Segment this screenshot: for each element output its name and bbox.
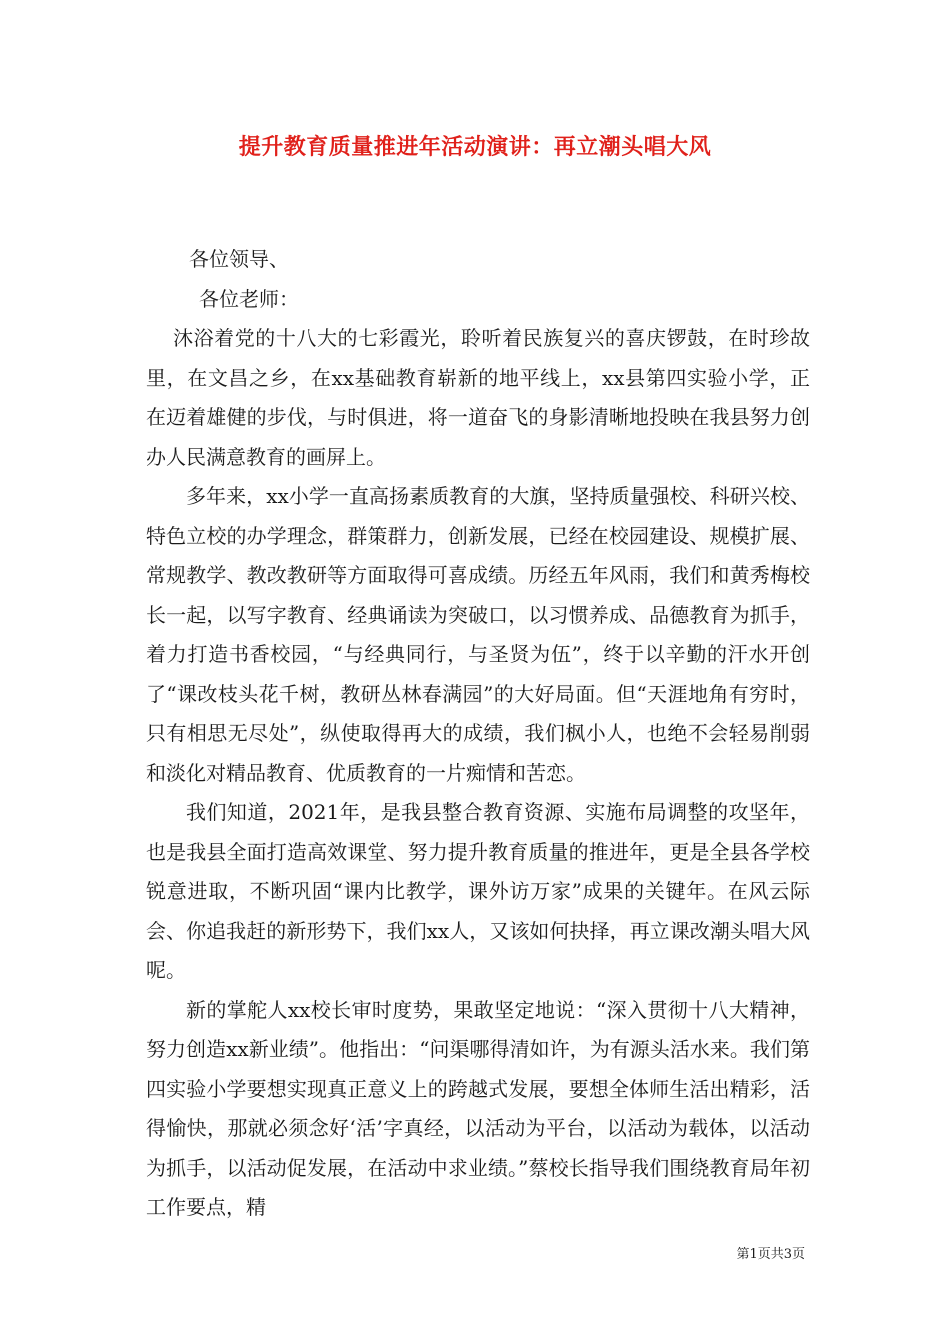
document-title: 提升教育质量推进年活动演讲：再立潮头唱大风 bbox=[238, 134, 712, 160]
salutation-teachers: 各位老师： bbox=[199, 286, 299, 311]
page-indicator: 第1页共3页 bbox=[736, 1247, 805, 1262]
paragraph-3: 我们知道，2021年，是我县整合教育资源、实施布局调整的攻坚年，也是我县全面打造高效课堂、努力提升教育质量的推进年，更是全县各学校锐意进取，不断巩固“课内比教学，课外访万家”成果的关键年。在风云际会、你追我赶的新形势下，我们xx人，又该如何抉择，再立课改潮头唱大风呢。 bbox=[146, 800, 810, 982]
salutation-leaders: 各位领导、 bbox=[189, 247, 289, 271]
paragraph-2: 多年来，xx小学一直高扬素质教育的大旗，坚持质量强校、科研兴校、特色立校的办学理念，群策群力，创新发展，已经在校园建设、规模扩展、常规教学、教改教研等方面取得可喜成绩。历经五年风雨，我们和黄秀梅校长一起，以写字教育、经典诵读为突破口，以习惯养成、品德教育为抓手，着力打造书香校园，“与经典同行，与圣贤为伍”，终于以辛勤的汗水开创了“课改枝头花千树，教研丛林春满园”的大好局面。但“天涯地角有穷时，只有相思无尽处”，纵使取得再大的成绩，我们枫小人，也绝不会轻易削弱和淡化对精品教育、优质教育的一片痴情和苦恋。 bbox=[146, 484, 810, 785]
document-body bbox=[146, 240, 810, 1228]
paragraph-1: 沐浴着党的十八大的七彩霞光，聆听着民族复兴的喜庆锣鼓，在时珍故里，在文昌之乡，在xx基础教育崭新的地平线上，xx县第四实验小学，正在迈着雄健的步伐，与时俱进，将一道奋飞的身影清晰地投映在我县努力创办人民满意教育的画屏上。 bbox=[146, 326, 810, 469]
paragraph-4: 新的掌舵人xx校长审时度势，果敢坚定地说：“深入贯彻十八大精神，努力创造xx新业绩”。他指出：“问渠哪得清如许，为有源头活水来。我们第四实验小学要想实现真正意义上的跨越式发展，要想全体师生活出精彩，活得愉快，那就必须念好‘活’字真经，以活动为平台，以活动为载体，以活动为抓手，以活动促发展，在活动中求业绩。”蔡校长指导我们围绕教育局年初工作要点，精 bbox=[146, 997, 810, 1219]
